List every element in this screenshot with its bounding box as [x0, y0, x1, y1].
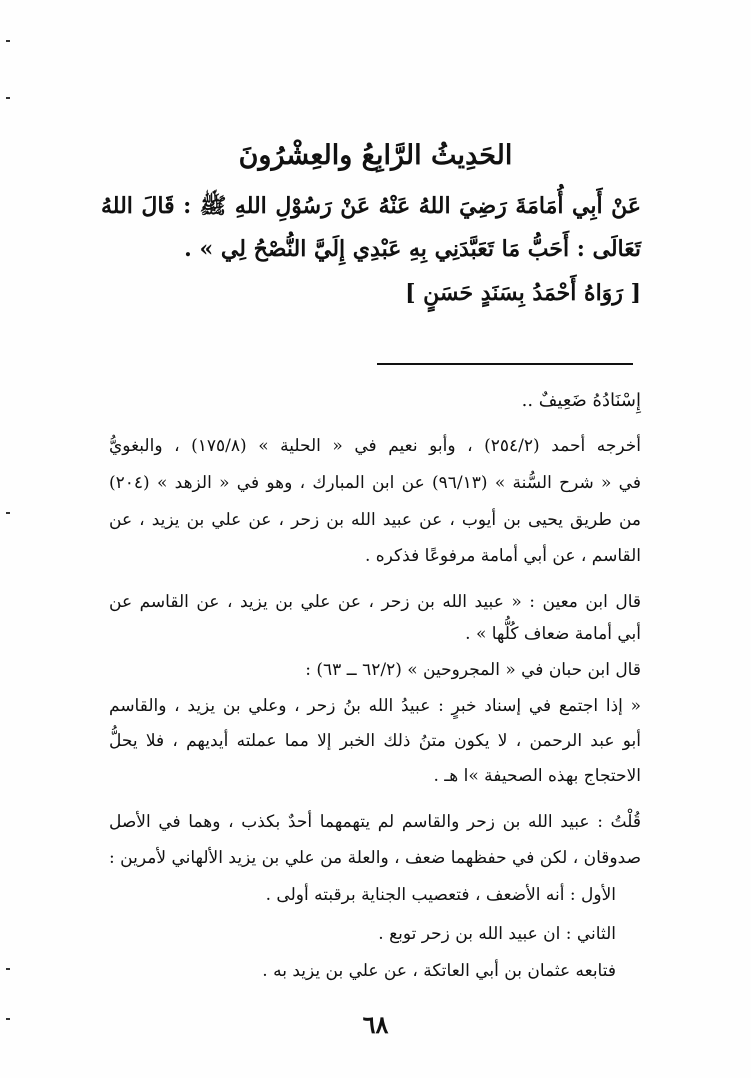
note-p4-line-3: الاحتجاج بهذه الصحيفة »ا هـ .: [433, 766, 641, 786]
note-p1-line-3: من طريق يحيى بن أيوب ، عن عبيد الله بن زحر ، عن علي بن يزيد ، عن: [109, 510, 641, 530]
scan-edge-mark: [6, 97, 10, 99]
note-p2-line-2: أبي أمامة ضعاف كُلُّها » .: [465, 624, 641, 644]
page-number: ٦٨: [362, 1010, 389, 1039]
note-p3: قال ابن حبان في « المجروحين » (٦٢/٢ ــ ٦٣) :: [305, 660, 641, 680]
hadith-text-line-1: عَنْ أَبِي أُمَامَةَ رَضِيَ اللهُ عَنْهُ عَنْ رَسُوْلِ اللهِ ﷺ : قَالَ اللهُ: [101, 193, 641, 219]
note-p1-line-2: في « شرح السُّنة » (٩٦/١٣) عن ابن المبارك ، وهو في « الزهد » (٢٠٤): [109, 473, 641, 493]
note-p7: الثاني : ان عبيد الله بن زحر توبع .: [378, 924, 616, 944]
note-p4-line-1: « إذا اجتمع في إسناد خبرٍ : عبيدُ الله بنُ زحر ، وعلي بن يزيد ، والقاسم: [109, 696, 641, 716]
footnote-separator: [377, 363, 633, 365]
note-p1-line-1: أخرجه أحمد (٢٥٤/٢) ، وأبو نعيم في « الحلية » (١٧٥/٨) ، والبغويُّ: [109, 436, 641, 456]
scan-edge-mark: [6, 40, 10, 42]
note-p1-line-4: القاسم ، عن أبي أمامة مرفوعًا فذكره .: [364, 546, 641, 566]
isnad-grade-heading: إِسْنَادُهُ ضَعِيفٌ ..: [521, 390, 641, 411]
scan-edge-mark: [6, 512, 10, 514]
note-p6: الأول : أنه الأضعف ، فتعصيب الجناية برقبته أولى .: [265, 885, 616, 905]
hadith-source: [ رَوَاهُ أَحْمَدُ بِسَنَدٍ حَسَنٍ ]: [405, 280, 641, 306]
hadith-text-line-2: تَعَالَى : أَحَبُّ مَا تَعَبَّدَنِي بِهِ عَبْدِي إِلَيَّ النُّصْحُ لِي » .: [184, 236, 641, 262]
note-p5-line-2: صدوقان ، لكن في حفظهما ضعف ، والعلة من علي بن يزيد الألهاني لأمرين :: [109, 848, 641, 868]
note-p8: فتابعه عثمان بن أبي العاتكة ، عن علي بن يزيد به .: [262, 961, 616, 981]
scan-edge-mark: [6, 968, 10, 970]
note-p5-line-1: قُلْتُ : عبيد الله بن زحر والقاسم لم يتهمهما أحدٌ بكذب ، وهما في الأصل: [109, 812, 641, 832]
hadith-title: الحَدِيثُ الرَّابِعُ والعِشْرُونَ: [238, 140, 513, 171]
scan-edge-mark: [6, 1018, 10, 1020]
note-p4-line-2: أبو عبد الرحمن ، لا يكون متنُ ذلك الخبر إلا مما عملته أيديهم ، فلا يحلُّ: [109, 731, 641, 751]
note-p2-line-1: قال ابن معين : « عبيد الله بن زحر ، عن علي بن يزيد ، عن القاسم عن: [109, 592, 641, 612]
